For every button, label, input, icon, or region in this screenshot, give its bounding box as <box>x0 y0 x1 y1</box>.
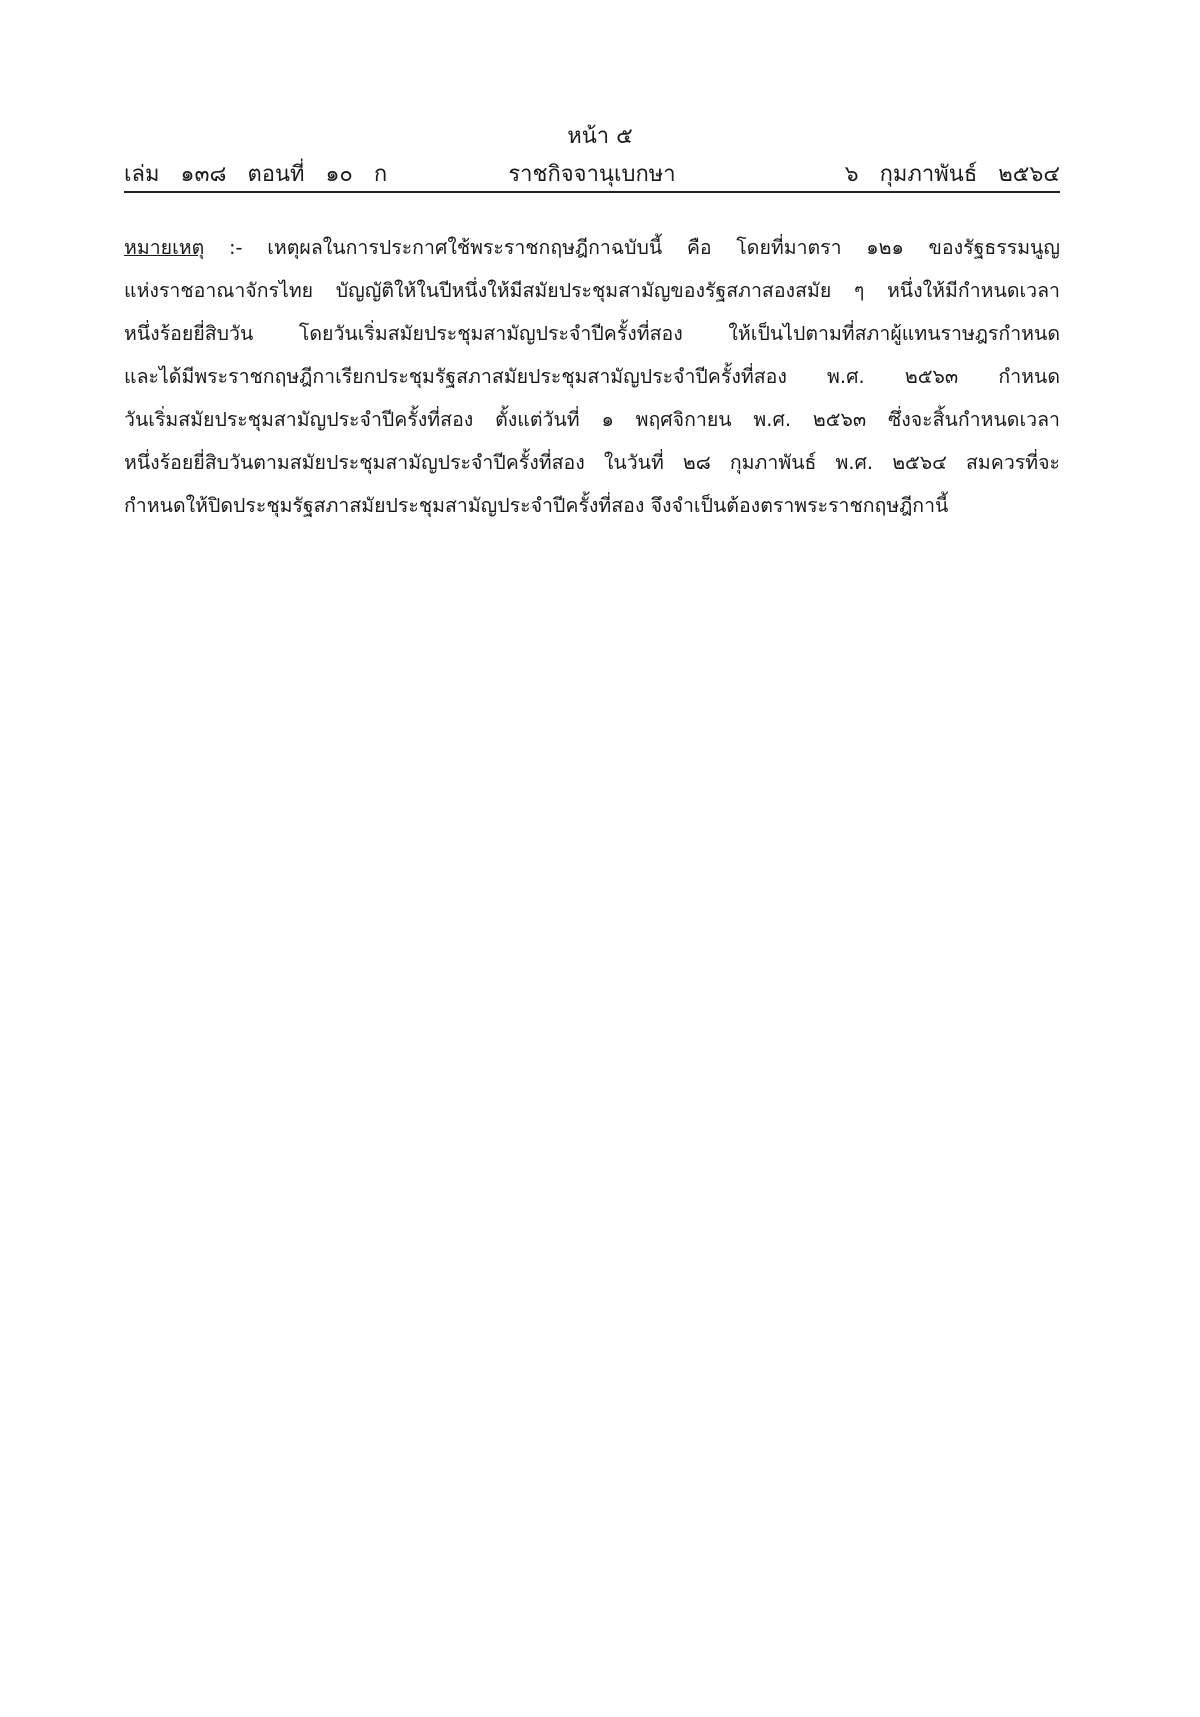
header-divider <box>124 191 1060 193</box>
note-line: และได้มีพระราชกฤษฎีกาเรียกประชุมรัฐสภาสมัยประชุมสามัญประจำปีครั้งที่สอง พ.ศ. ๒๕๖๓ กำหนด <box>124 365 1060 388</box>
remarks-paragraph <box>124 226 1060 527</box>
publication-date: ๖ กุมภาพันธ์ ๒๕๖๔ <box>844 162 1060 187</box>
note-line: หนึ่งร้อยยี่สิบวันตามสมัยประชุมสามัญประจำปีครั้งที่สอง ในวันที่ ๒๘ กุมภาพันธ์ พ.ศ. ๒๕๖๔ สมควรที่จะ <box>124 451 1060 474</box>
gazette-header <box>124 156 1060 188</box>
note-label: หมายเหตุ <box>124 236 205 259</box>
page-number: หน้า ๕ <box>567 124 633 149</box>
note-line: หนึ่งร้อยยี่สิบวัน โดยวันเริ่มสมัยประชุมสามัญประจำปีครั้งที่สอง ให้เป็นไปตามที่สภาผู้แทนราษฎรกำหนด <box>124 322 1060 345</box>
note-line: กำหนดให้ปิดประชุมรัฐสภาสมัยประชุมสามัญประจำปีครั้งที่สอง จึงจำเป็นต้องตราพระราชกฤษฎีกานี้ <box>124 494 949 517</box>
note-line: วันเริ่มสมัยประชุมสามัญประจำปีครั้งที่สอง ตั้งแต่วันที่ ๑ พฤศจิกายน พ.ศ. ๒๕๖๓ ซึ่งจะสิ้นกำหนดเวลา <box>124 408 1060 431</box>
note-line <box>124 226 1060 269</box>
note-text: :- เหตุผลในการประกาศใช้พระราชกฤษฎีกาฉบับนี้ คือ โดยที่มาตรา ๑๒๑ ของรัฐธรรมนูญ <box>204 236 1060 259</box>
note-line: แห่งราชอาณาจักรไทย บัญญัติให้ในปีหนึ่งให้มีสมัยประชุมสามัญของรัฐสภาสองสมัย ๆ หนึ่งให้มีกำหนดเวลา <box>124 279 1060 302</box>
volume-issue: เล่ม ๑๓๘ ตอนที่ ๑๐ ก <box>124 162 388 187</box>
publication-title: ราชกิจจานุเบกษา <box>508 162 676 187</box>
